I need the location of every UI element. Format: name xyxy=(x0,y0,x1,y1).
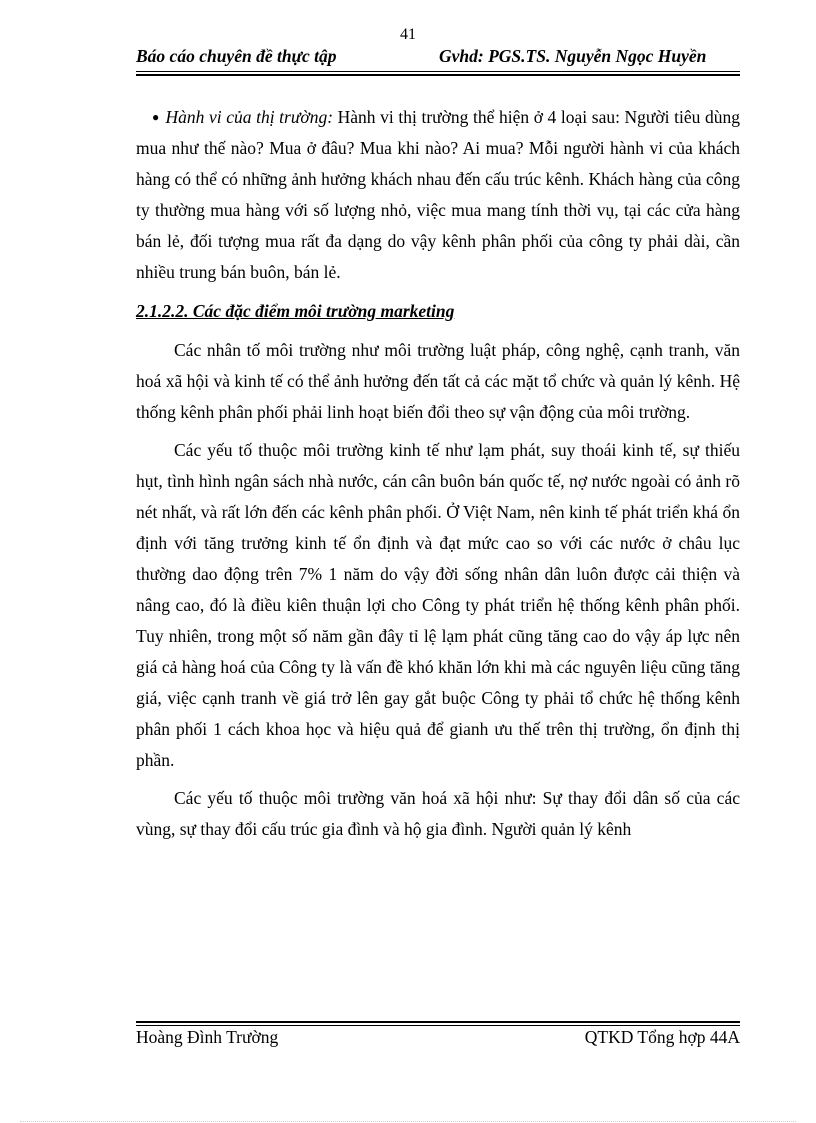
page-edge-divider xyxy=(20,1121,796,1122)
body-paragraph-1: Các nhân tố môi trường như môi trường luật pháp, công nghệ, cạnh tranh, văn hoá xã hội và kinh tế có thể ảnh hưởng đến tất cả các mặt tổ chức và quản lý kênh. Hệ thống kênh phân phối phải linh hoạt biến đổi theo sự vận động của môi trường. xyxy=(136,340,740,422)
page-body xyxy=(136,102,740,852)
header-supervisor: Gvhd: PGS.TS. Nguyễn Ngọc Huyền xyxy=(439,46,707,66)
bullet-paragraph xyxy=(136,102,740,288)
body-paragraph-3: Các yếu tố thuộc môi trường văn hoá xã hội như: Sự thay đổi dân số của các vùng, sự thay đổi cấu trúc gia đình và hộ gia đình. Người quản lý kênh xyxy=(136,788,740,839)
header-report-title: Báo cáo chuyên đề thực tập xyxy=(136,46,337,66)
page-number: 41 xyxy=(400,26,416,43)
footer-rule xyxy=(136,1025,740,1026)
header-rule xyxy=(136,71,740,72)
footer-rule-thick xyxy=(136,1021,740,1023)
header-rule-thick xyxy=(136,74,740,76)
body-paragraph-2: Các yếu tố thuộc môi trường kinh tế như lạm phát, suy thoái kinh tế, sự thiếu hụt, tình hình ngân sách nhà nước, cán cân buôn bán quốc tế, nợ nước ngoài có ảnh rõ nét nhất, và rất lớn đến các kênh phân phối. Ở Việt Nam, nên kinh tế phát triển khá ổn định với tăng trưởng kinh tế ổn định và đạt mức cao so với các nước ở châu lục thường dao động trên 7% 1 năm do vậy đời sống nhân dân luôn được cải thiện và nâng cao, đó là điều kiên thuận lợi cho Công ty phát triển hệ thống kênh phân phối. Tuy nhiên, trong một số năm gần đây tỉ lệ lạm phát cũng tăng cao do vậy áp lực nên giá cả hàng hoá của Công ty là vấn đề khó khăn lớn khi mà các nguyên liệu cũng tăng giá, việc cạnh tranh về giá trở lên gay gắt buộc Công ty phải tổ chức hệ thống kênh phân phối 1 cách khoa học và hiệu quả để gianh ưu thế trên thị trường, ổn định thị phần. xyxy=(136,440,740,770)
page-footer xyxy=(136,1027,740,1051)
section-heading: 2.1.2.2. Các đặc điểm môi trường marketing xyxy=(136,301,455,321)
bullet-lead: Hành vi của thị trường: xyxy=(165,107,334,127)
page-header xyxy=(136,46,740,70)
bullet-text: Hành vi thị trường thể hiện ở 4 loại sau: Người tiêu dùng mua như thế nào? Mua ở đâu? Mua khi nào? Ai mua? Mỗi người hành vi của khách hàng có thể có những ảnh hưởng khách nhau đến cấu trúc kênh. Khách hàng của công ty thường mua hàng với số lượng nhỏ, việc mua mang tính thời vụ, tại các cửa hàng bán lẻ, đối tượng mua rất đa dạng do vậy kênh phân phối của công ty phải dài, cần nhiều trung bán buôn, bán lẻ. xyxy=(136,107,740,282)
footer-class: QTKD Tổng hợp 44A xyxy=(584,1027,740,1047)
bullet-icon: ● xyxy=(152,110,160,124)
footer-author: Hoàng Đình Trường xyxy=(136,1027,279,1047)
